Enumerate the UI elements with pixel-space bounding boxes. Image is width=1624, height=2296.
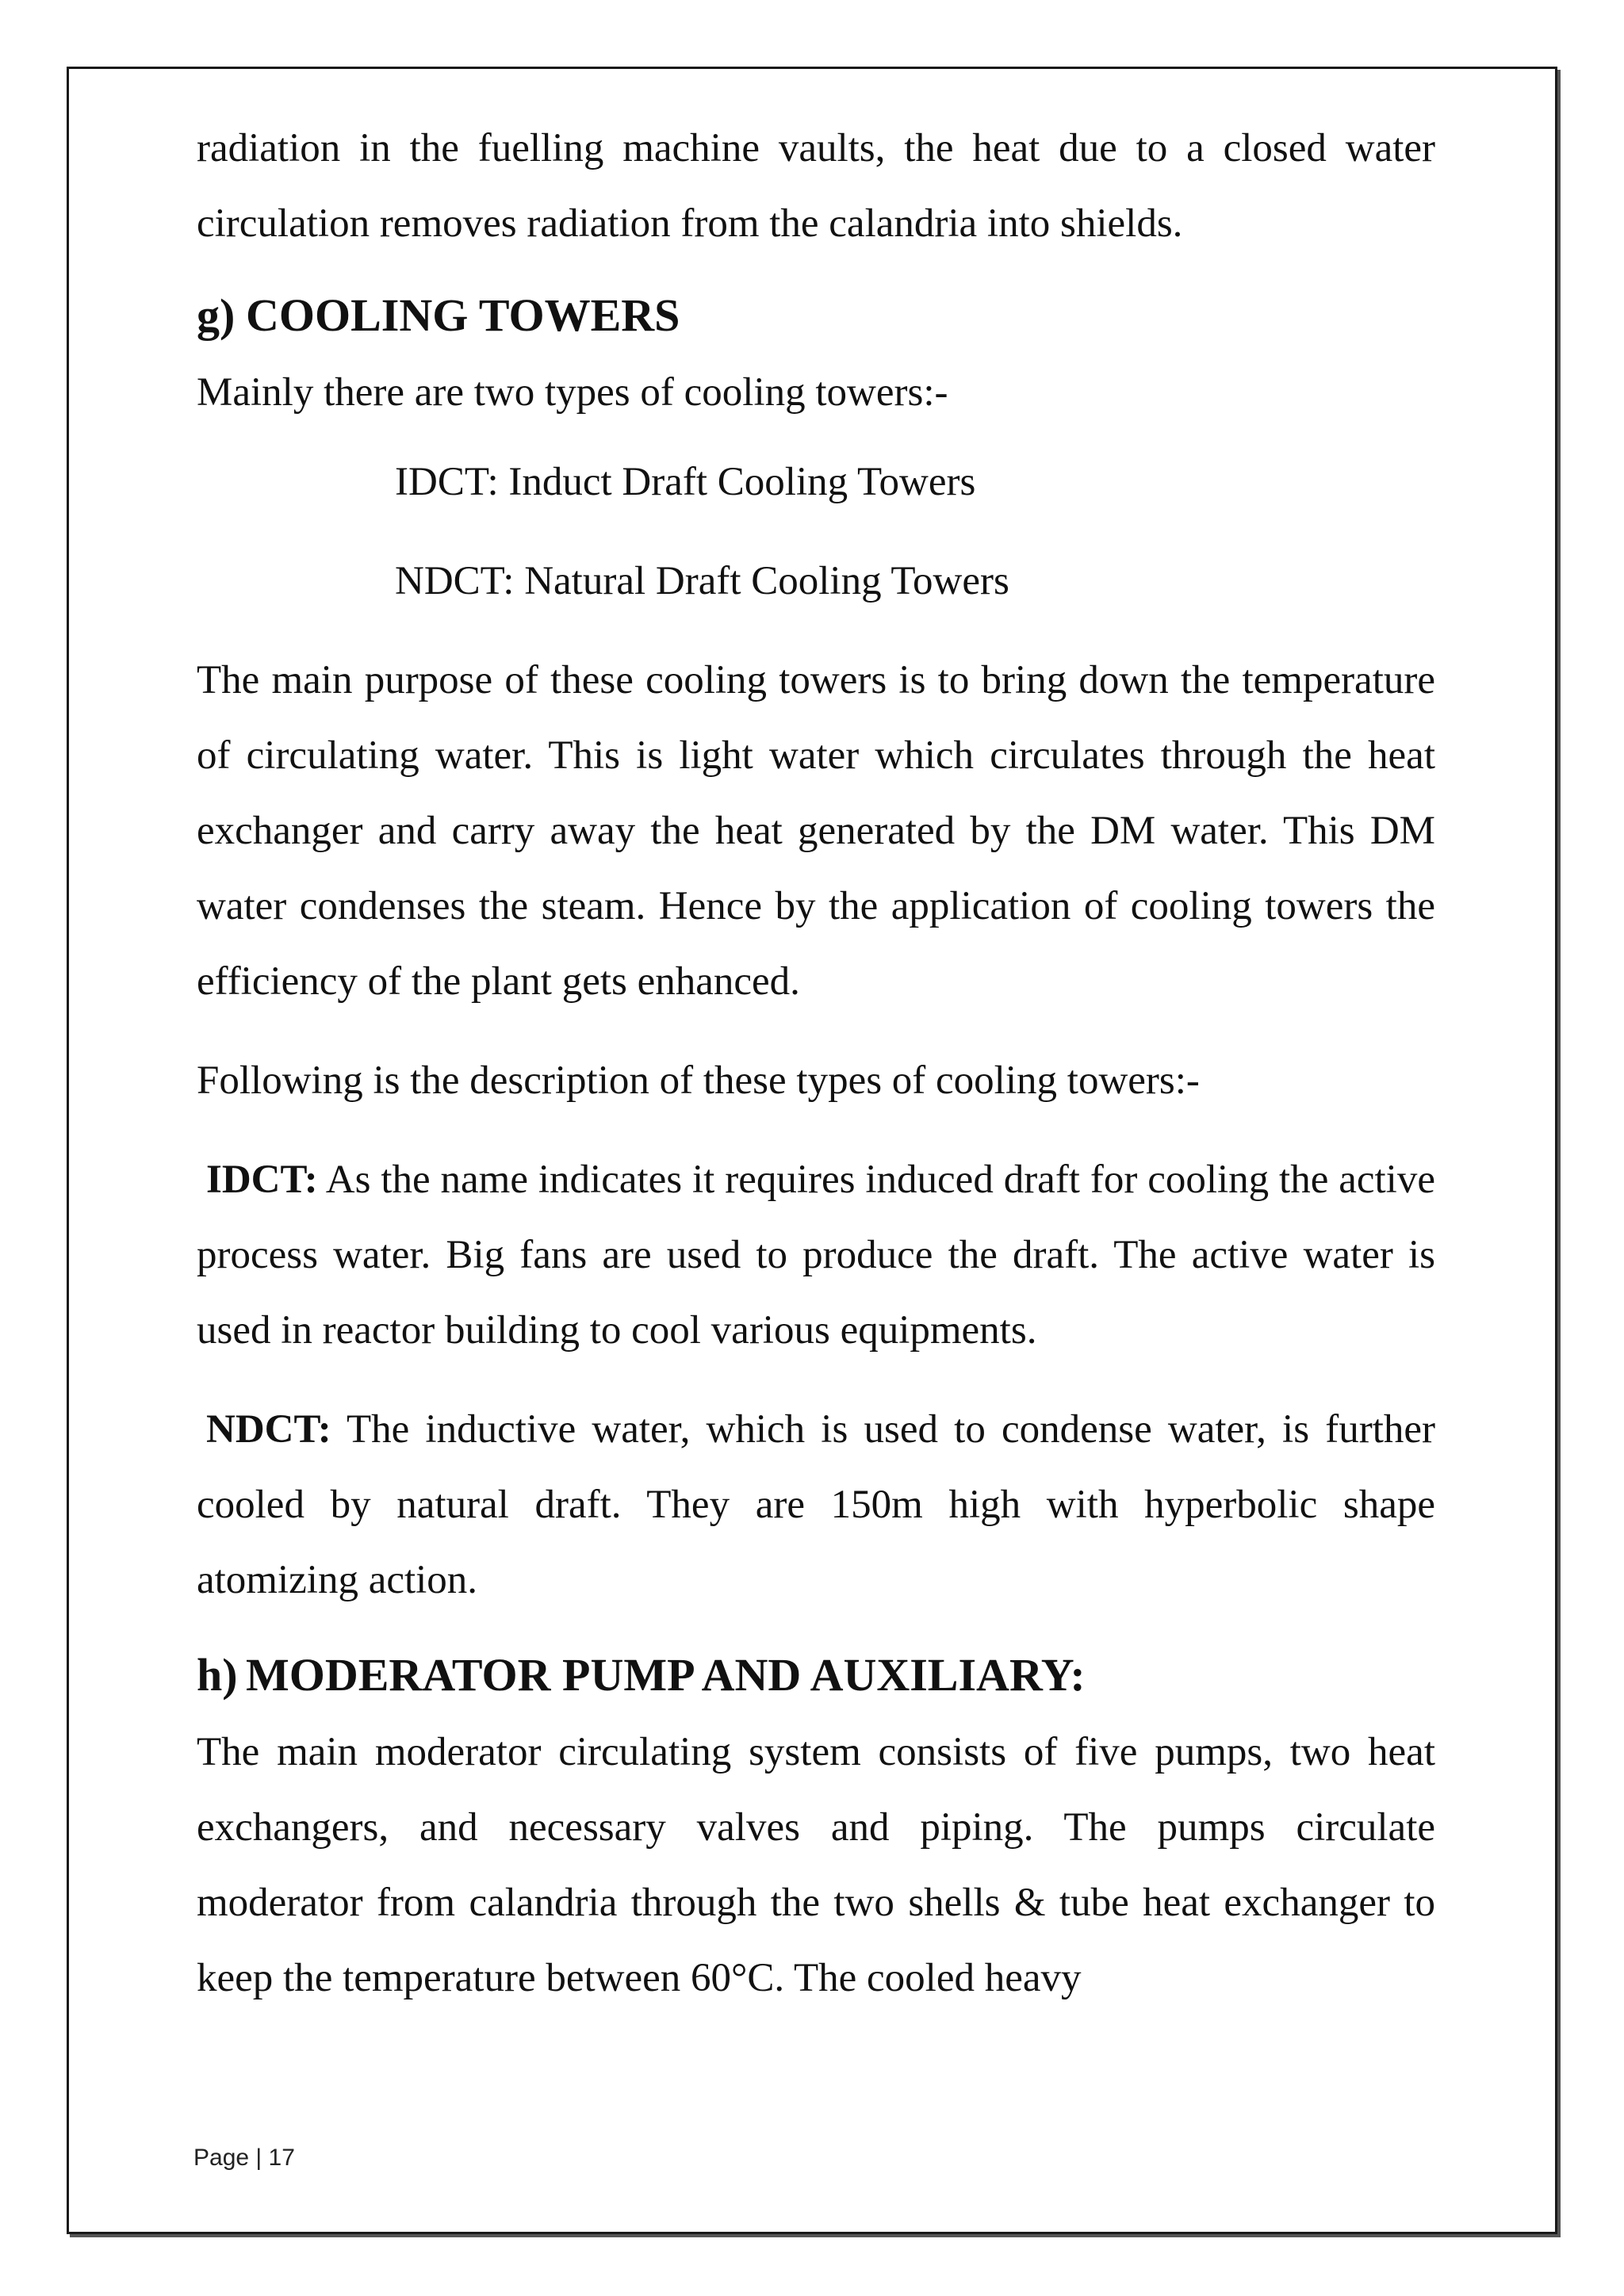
section-heading-cooling-towers	[197, 276, 1435, 355]
section-marker: h)	[197, 1649, 238, 1701]
section-marker: g)	[197, 289, 236, 341]
ndct-text: The inductive water, which is used to condense water, is further cooled by natural draft. They are 150m high with hyperbolic shape atomizing action.	[197, 1407, 1435, 1602]
idct-definition	[197, 1142, 1435, 1368]
type-line-idct: IDCT: Induct Draft Cooling Towers	[395, 460, 976, 504]
section-title: COOLING TOWERS	[246, 289, 680, 341]
section-title: MODERATOR PUMP AND AUXILIARY:	[246, 1649, 1086, 1701]
ndct-term: NDCT:	[206, 1407, 331, 1452]
idct-text: As the name indicates it requires induced draft for cooling the active process water. Big fans are used to produce the draft. The active water is used in reactor building to cool various equipments.	[197, 1158, 1435, 1353]
section-heading-moderator-pump	[197, 1636, 1435, 1715]
purpose-paragraph: The main purpose of these cooling towers is to bring down the temperature of circulating water. This is light water which circulates through the heat exchanger and carry away the heat generated by the DM water. This DM water condenses the steam. Hence by the application of cooling towers the efficiency of the plant gets enhanced.	[197, 658, 1435, 1004]
idct-term: IDCT:	[206, 1158, 318, 1202]
page-content	[197, 111, 1435, 2016]
ndct-definition	[197, 1392, 1435, 1618]
intro-paragraph: radiation in the fuelling machine vaults, the heat due to a closed water circulation removes radiation from the calandria into shields.	[197, 126, 1435, 246]
moderator-paragraph: The main moderator circulating system consists of five pumps, two heat exchangers, and necessary valves and piping. The pumps circulate moderator from calandria through the two shells & tube heat exchanger to keep the temperature between 60°C. The cooled heavy	[197, 1730, 1435, 2000]
page-number-footer: Page | 17	[193, 2145, 295, 2171]
cooling-towers-lead: Mainly there are two types of cooling towers:-	[197, 370, 948, 415]
type-line-ndct: NDCT: Natural Draft Cooling Towers	[395, 559, 1009, 603]
description-lead: Following is the description of these types of cooling towers:-	[197, 1058, 1200, 1103]
